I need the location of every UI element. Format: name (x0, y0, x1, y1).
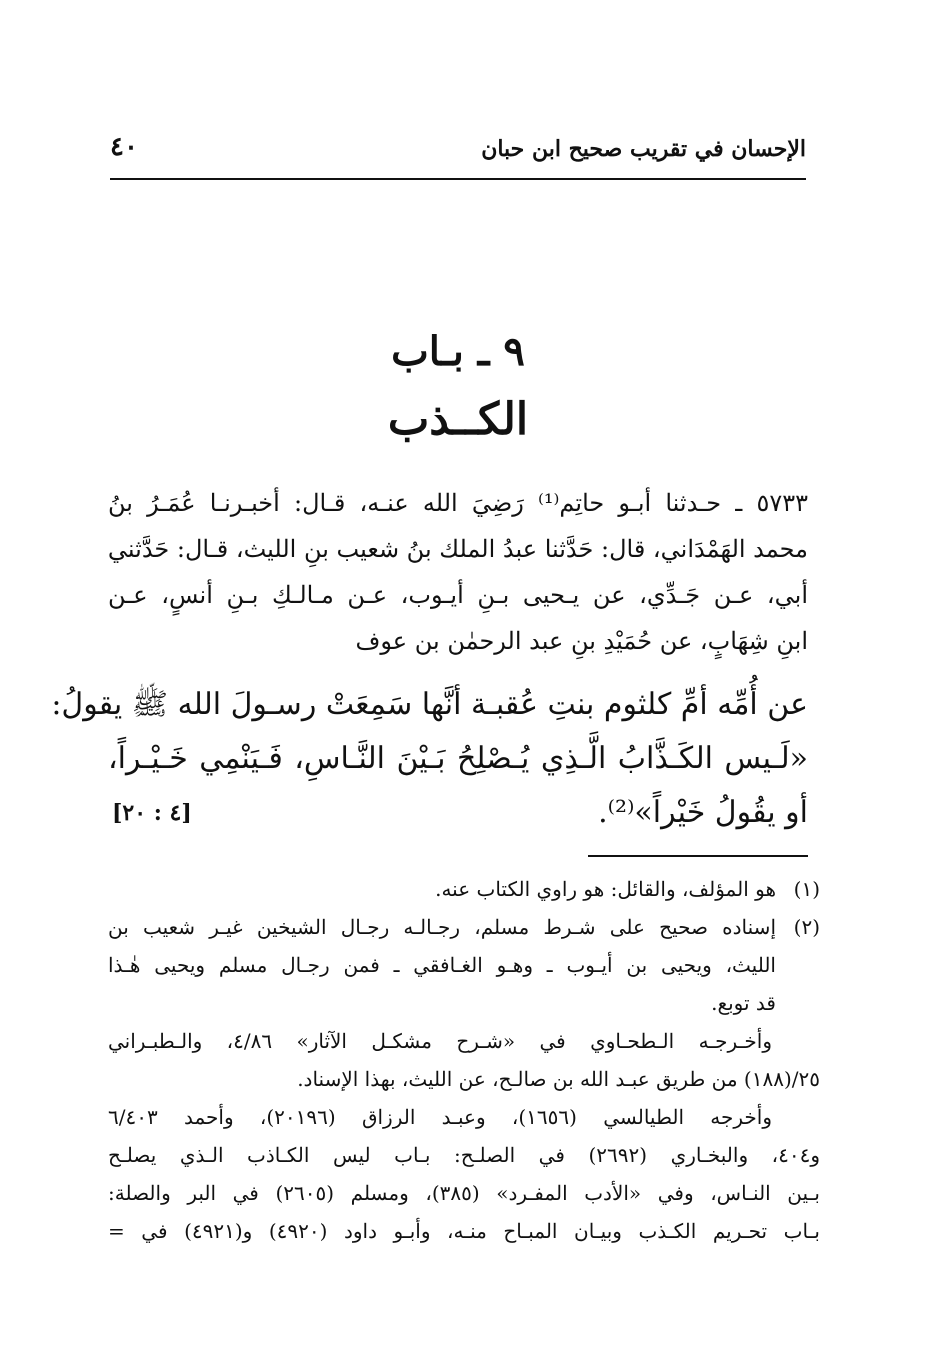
isnad-line: ٥٧٣٣ ـ حـدثنا أبـو حاتِم⁽¹⁾ رَضِيَ الله عنـه، قـال: أخبـرنـا عُمَـرُ بنُ (108, 489, 808, 517)
book-title: الإحسان في تقريب صحيح ابن حبان (481, 136, 806, 162)
footnote-line: الليث، ويحيى بن أيـوب ـ وهـو الغـافقي ـ فمن رجـال مسلم ويحيى هٰـذا (108, 953, 776, 977)
footnote-line: بـاب تحـريم الكـذب وبيـان المبـاح منـه، وأبـو داود (٤٩٢٠) و(٤٩٢١) في = (108, 1219, 821, 1243)
hadith-matn (51, 678, 808, 840)
footnote-line: قد توبع. (711, 991, 776, 1015)
footnote-line: هو المؤلف، والقائل: هو راوي الكتاب عنه. (435, 877, 776, 901)
header-rule (110, 178, 806, 180)
footnotes (108, 870, 820, 1250)
matn-line: عن أُمِّه أمِّ كلثوم بنتِ عُقبـة أنَّها سَمِعَتْ رسـولَ الله ﷺ يقولُ: (51, 687, 808, 722)
hadith-isnad (108, 480, 808, 664)
footnote-rule (588, 855, 808, 857)
page-number: ٤٠ (110, 132, 138, 162)
isnad-line: ابنِ شِهَابٍ، عن حُمَيْدِ بنِ عبد الرحمٰن بن عوف (355, 627, 808, 655)
matn-line: أو يقُولُ خَيْراً»⁽²⁾. (598, 795, 808, 830)
footnote-paragraph (108, 1098, 820, 1250)
footnote-paragraph (108, 1022, 820, 1098)
chapter-subheading: الكــذب (387, 394, 529, 445)
hadith-reference: [٤ : ٢٠] (112, 800, 192, 826)
footnote-number: (١) (793, 877, 820, 901)
footnote-line: إسناده صحيح على شـرط مسلم، رجـالـه رجـال الشيخين غيـر شعيب بن (108, 915, 776, 939)
running-header (110, 128, 806, 176)
footnote-line: ٢٥/(١٨٨) من طريق عبـد الله بن صالـح، عن الليث، بهذا الإسناد. (297, 1067, 820, 1091)
footnote-number: (٢) (793, 915, 820, 939)
footnote-line: بـين النـاس، وفي «الأدب المفـرد» (٣٨٥)، ومسلم (٢٦٠٥) في البر والصلة: (108, 1181, 820, 1205)
isnad-line: أبي، عـن جَـدِّي، عن يـحيى بـنِ أيـوب، عـن مـالـكِ بـنِ أنسٍ، عـن (108, 581, 808, 609)
footnote-2 (108, 908, 820, 1022)
chapter-heading: ٩ ـ بـاب (391, 328, 525, 375)
footnote-line: وأخرجه الطيالسي (١٦٥٦)، وعبـد الرزاق (٢٠١٩٦)، وأحمد ٦/٤٠٣ (108, 1105, 772, 1129)
footnote-1 (108, 870, 820, 908)
footnote-line: وأخـرجـه الـطحـاوي في «شـرح مشكـل الآثار» ٤/٨٦، والـطبـراني (108, 1029, 772, 1053)
matn-line: «لَـيس الكَـذَّابُ الَّـذِي يُـصْلِحُ بَـيْنَ النَّـاسِ، فَـيَنْمِي خَـيْـراً، (108, 741, 808, 776)
footnote-line: و٤٠٤، والبخـاري (٢٦٩٢) في الصلـح: بـاب ليس الكـاذب الـذي يصلـح (108, 1143, 820, 1167)
isnad-line: محمد الهَمْدَاني، قال: حَدَّثنا عبدُ الملك بنُ شعيب بنِ الليث، قـال: حَدَّثني (107, 535, 808, 563)
